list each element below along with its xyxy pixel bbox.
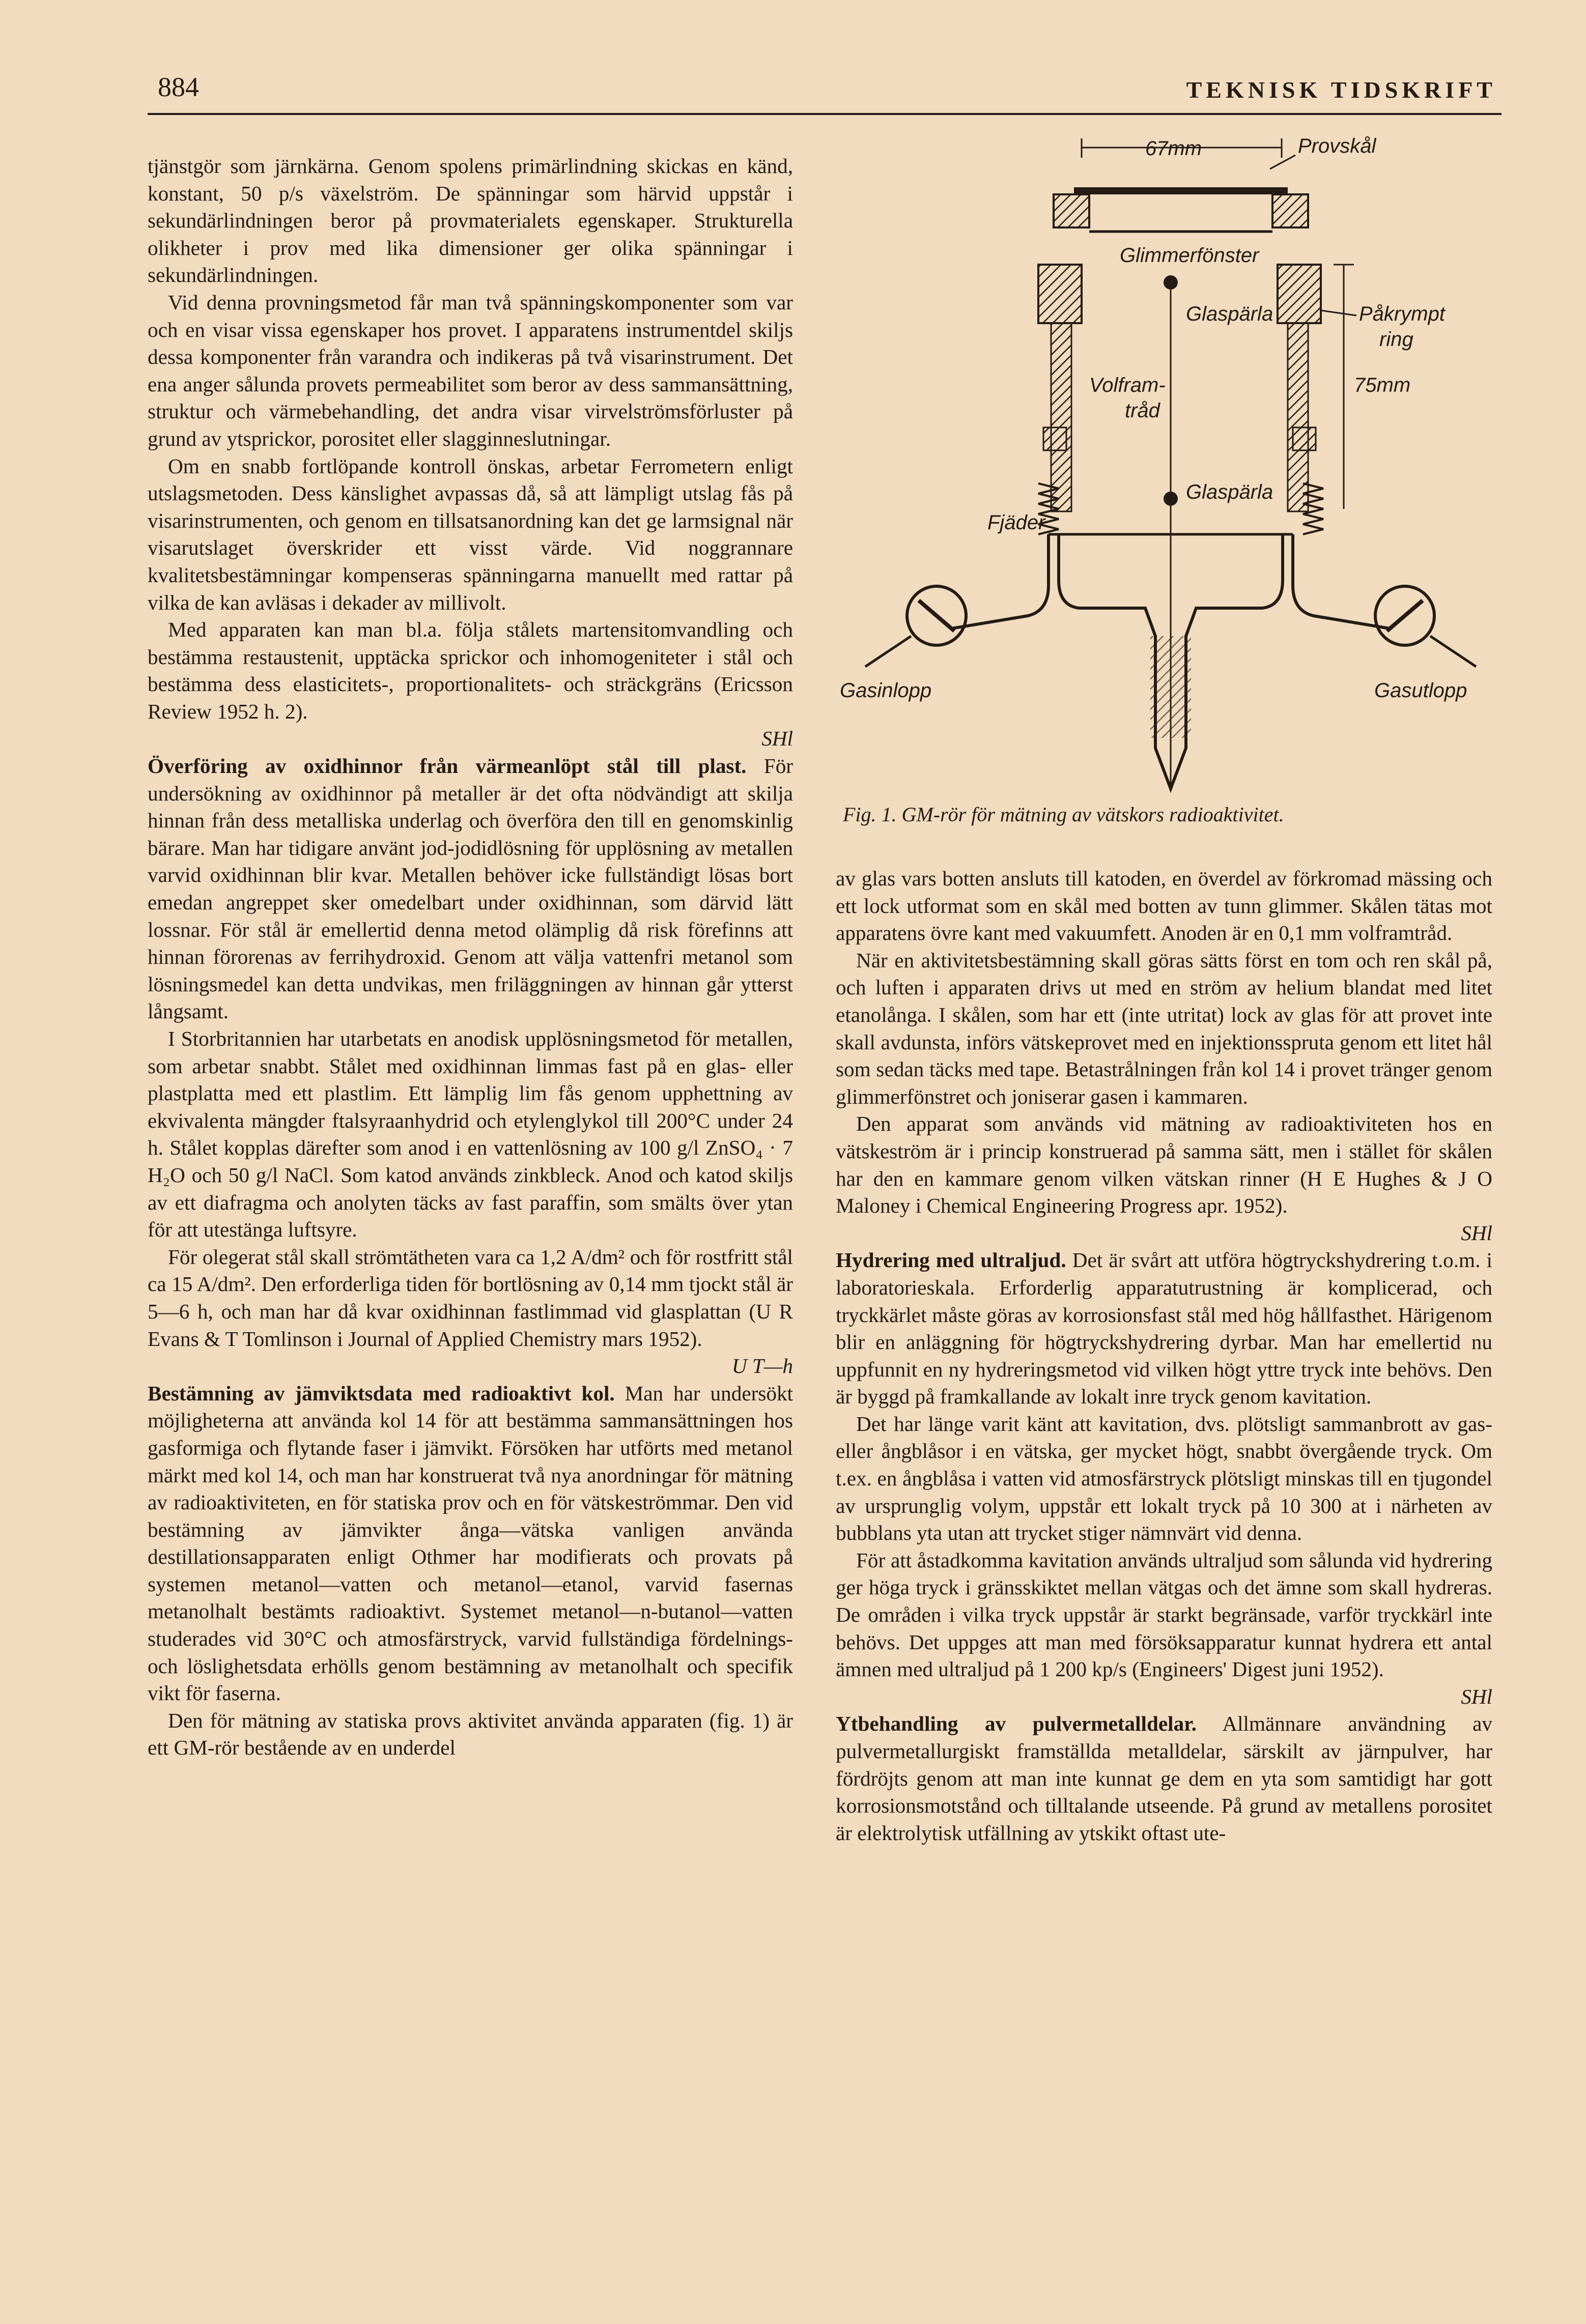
signature: SHl (761, 727, 793, 751)
section-heading: Hydrering med ultraljud. (836, 1248, 1066, 1272)
figure-caption: Fig. 1. GM-rör för mätning av vätskors radioaktivitet. (843, 803, 1284, 826)
signature: U T—h (731, 1354, 793, 1378)
paragraph: Vid denna provningsmetod får man två spänningskomponenter som var och en visar vissa egenskaper hos provet. I apparatens instrumentdel skiljs dessa komponenter från varandra och indikeras på två visarinstrument. Det ena anger sålunda provets permeabilitet som beror av dess sammansättning, struktur och värmebehandling, det andra visar virvelströmsförluster på grund av ytsprickor, porositet eller slagginneslutningar. (148, 290, 793, 450)
label-glasparla-1: Glaspärla (1186, 303, 1273, 325)
paragraph: För olegerat stål skall strömtätheten vara ca 1,2 A/dm² och för rostfritt stål ca 15 A/dm². Den erforderliga tiden för bortlösning av 0,14 mm tjockt stål är 5—6 h, och man har då kvar oxidhinnan fastlimmad vid glasplattan (U R Evans & T Tomlinson i Journal of Applied Chemistry mars 1952). (148, 1245, 793, 1351)
header-rule (148, 113, 1502, 115)
signature: SHl (1461, 1221, 1492, 1245)
label-gasinlopp: Gasinlopp (840, 679, 932, 702)
paragraph: Det har länge varit känt att kavitation, dvs. plötsligt sammanbrott av gas- eller ångblåsor i en vätska, ger mycket högt, snabbt övergående tryck. Om t.ex. en ångblåsa i vatten vid atmosfärstryck plötsligt minskas till en tjugondel av ursprunglig volym, uppstår ett lokalt tryck på 10 300 at i närheten av bubblans yta utan att trycket stiger nämnvärt vid denna. (836, 1412, 1492, 1545)
label-glimmerfonster: Glimmerfönster (1120, 244, 1259, 267)
left-column (148, 153, 793, 1762)
paragraph: av glas vars botten ansluts till katoden, en överdel av förkromad mässing och ett lock utformat som en skål med botten av tunn glimmer. Skålen tätas mot apparatens övre kant med vakuumfett. Anoden är en 0,1 mm volframtråd. (836, 867, 1492, 945)
signature: SHl (1461, 1684, 1492, 1708)
section-heading: Överföring av oxidhinnor från värmeanlöpt stål till plast. (148, 754, 747, 778)
section-heading: Ytbehandling av pulvermetalldelar. (836, 1712, 1197, 1736)
label-glasparla-2: Glaspärla (1186, 481, 1273, 503)
gm-tube-figure (835, 127, 1502, 840)
label-fjader: Fjäder (987, 511, 1045, 534)
section-heading: Bestämning av jämviktsdata med radioaktivt kol. (148, 1381, 615, 1405)
paragraph: Om en snabb fortlöpande kontroll önskas, arbetar Ferrometern enligt utslagsmetoden. Dess känslighet avpassas då, så att lämpligt utslag fås på visarinstrumenten, och genom en tillsatsanordning kan det ge larmsignal när visarutslaget överskrider ett visst värde. Vid noggrannare kvalitetsbestämningar kompenseras spänningarna manuellt med rattar på vilka de kan avläsas i dekader av millivolt. (148, 454, 793, 614)
label-pakrympt-1: Påkrympt (1359, 303, 1445, 325)
paragraph: Den apparat som används vid mätning av radioaktiviteten hos en vätskeström är i princip konstruerad på samma sätt, men i stället för skålen har den en kammare genom vilken vätskan rinner (H E Hughes & J O Maloney i Chemical Engineering Progress apr. 1952). (836, 1112, 1492, 1218)
paragraph: När en aktivitetsbestämning skall göras sätts först en tom och ren skål på, och luften i apparaten drivs ut med en ström av helium blandat med litet etanolånga. I skålen, som har ett (inte utritat) lock av glas för att provet inte skall avdunsta, införs vätskeprovet med en injektionsspruta genom ett litet hål som sedan täcks med tape. Betastrålningen från kol 14 i provet tränger genom glimmerfönstret och joniserar gasen i kammaren. (836, 948, 1492, 1108)
paragraph: tjänstgör som järnkärna. Genom spolens primärlindning skickas en känd, konstant, 50 p/s växelström. De spänningar som härvid uppstår i sekundärlindningen beror på provmaterialets egenskaper. Strukturella olikheter i prov med lika dimensioner ger olika spänningar i sekundärlindningen. (148, 154, 793, 287)
label-volfram-1: Volfram- (1089, 374, 1166, 396)
paragraph: I Storbritannien har utarbetats en anodisk upplösningsmetod för metallen, som arbetar snabbt. Stålet med oxidhinnan limmas fast på en glas- eller plastplatta med ett plastlim. Ett lämplig lim fås genom upphettning av ekvivalenta mängder ftalsyraanhydrid och etylenglykol till 200°C under 24 h. Stålet kopplas därefter som anod i en vattenlösning av 100 g/l ZnSO₄ · 7 H₂O och 50 g/l NaCl. Som katod används zinkbleck. Anod och katod skiljs av ett diafragma och anolyten täcks av fast paraffin, som smälts över ytan för att utestänga luftsyre. (148, 1027, 793, 1242)
paragraph: För undersökning av oxidhinnor på metaller är det ofta nödvändigt att skilja hinnan från dess metalliska underlag och överföra den till en genomskinlig bärare. Man har tidigare använt jod-jodidlösning för upplösning av metallen varvid oxidhinnan blir kvar. Metallen behöver icke fullständigt lösas bort emedan angreppet sker omedelbart under oxidhinnan, som därvid lätt lossnar. För stål är emellertid denna metod olämplig då risk förefinns att hinnan förorenas av ferrihydroxid. Genom att välja vattenfri metanol som lösningsmedel kan detta undvikas, men friläggningen av hinnan går ytterst långsamt. (148, 754, 793, 1023)
sample-dish (1074, 187, 1288, 194)
paragraph: Den för mätning av statiska provs aktivitet använda apparaten (fig. 1) är ett GM-rör bestående av en underdel (148, 1708, 793, 1760)
paragraph: För att åstadkomma kavitation används ultraljud som sålunda vid hydrering ger höga tryck i gränsskiktet mellan vätgas och det ämne som skall hydreras. De områden i vilka tryck uppstår är starkt begränsade, varför tryckkärl inte behövs. Det uppges att man med försöksapparatur kunnat hydrera ett antal ämnen med ultraljud på 1 200 kp/s (Engineers' Digest juni 1952). (836, 1548, 1492, 1681)
label-height: 75mm (1354, 374, 1411, 396)
label-pakrympt-2: ring (1379, 328, 1413, 351)
upper-body (1038, 265, 1082, 323)
paragraph: Det är svårt att utföra högtryckshydrering t.o.m. i laboratorieskala. Erforderlig apparatutrustning är komplicerad, och tryckkärlet måste göras av korrosionsfast stål med hög hållfasthet. Härigenom blir en anläggning för högtryckshydrering dyrbar. Man har emellertid nu uppfunnit en ny hydreringsmetod vid vilken högt yttre tryck inte behövs. Den är byggd på framkallande av lokalt inre tryck genom kavitation. (836, 1248, 1492, 1409)
label-volfram-2: tråd (1125, 399, 1160, 422)
paragraph: Med apparaten kan man bl.a. följa stålets martensitomvandling och bestämma restaustenit, upptäcka sprickor och inhomogeniteter i stål och bestämma dess elasticitets-, proportionalitets- och sträckgräns (Ericsson Review 1952 h. 2). (148, 618, 793, 723)
journal-title: TEKNISK TIDSKRIFT (1186, 77, 1496, 103)
paragraph: Allmännare användning av pulvermetallurgiskt framställda metalldelar, särskilt av järnpulver, har fördröjts genom att man inte kunnat ge dem en yta som samtidigt har gott korrosionsmotstånd och tilltalande utseende. På grund av metallens porositet är elektrolytisk utfällning av ytskikt oftast ute- (836, 1712, 1492, 1845)
right-column (836, 865, 1492, 1847)
label-width: 67mm (1145, 137, 1202, 160)
paragraph: Man har undersökt möjligheterna att använda kol 14 för att bestämma sammansättningen hos gasformiga och flytande faser i jämvikt. Försöken har utförts med metanol märkt med kol 14, och man har konstruerat två nya anordningar för mätning av radioaktiviteten, en för statiska prov och en för vätskeströmmar. Den vid bestämning av jämvikter ånga—vätska vanligen använda destillationsapparaten enligt Othmer har modifierats och provats på systemen metanol—vatten och metanol—etanol, varvid fasernas metanolhalt bestämts radioaktivt. Systemet metanol—n-butanol—vatten studerades vid 30°C och atmosfärstryck, varvid fullständiga fördelnings- och löslighetsdata erhölls genom bestämning av metanolhalt och specifik vikt för faserna. (148, 1381, 793, 1705)
label-provskal: Provskål (1298, 135, 1376, 157)
page-number: 884 (158, 72, 199, 102)
label-gasutlopp: Gasutlopp (1374, 679, 1467, 702)
